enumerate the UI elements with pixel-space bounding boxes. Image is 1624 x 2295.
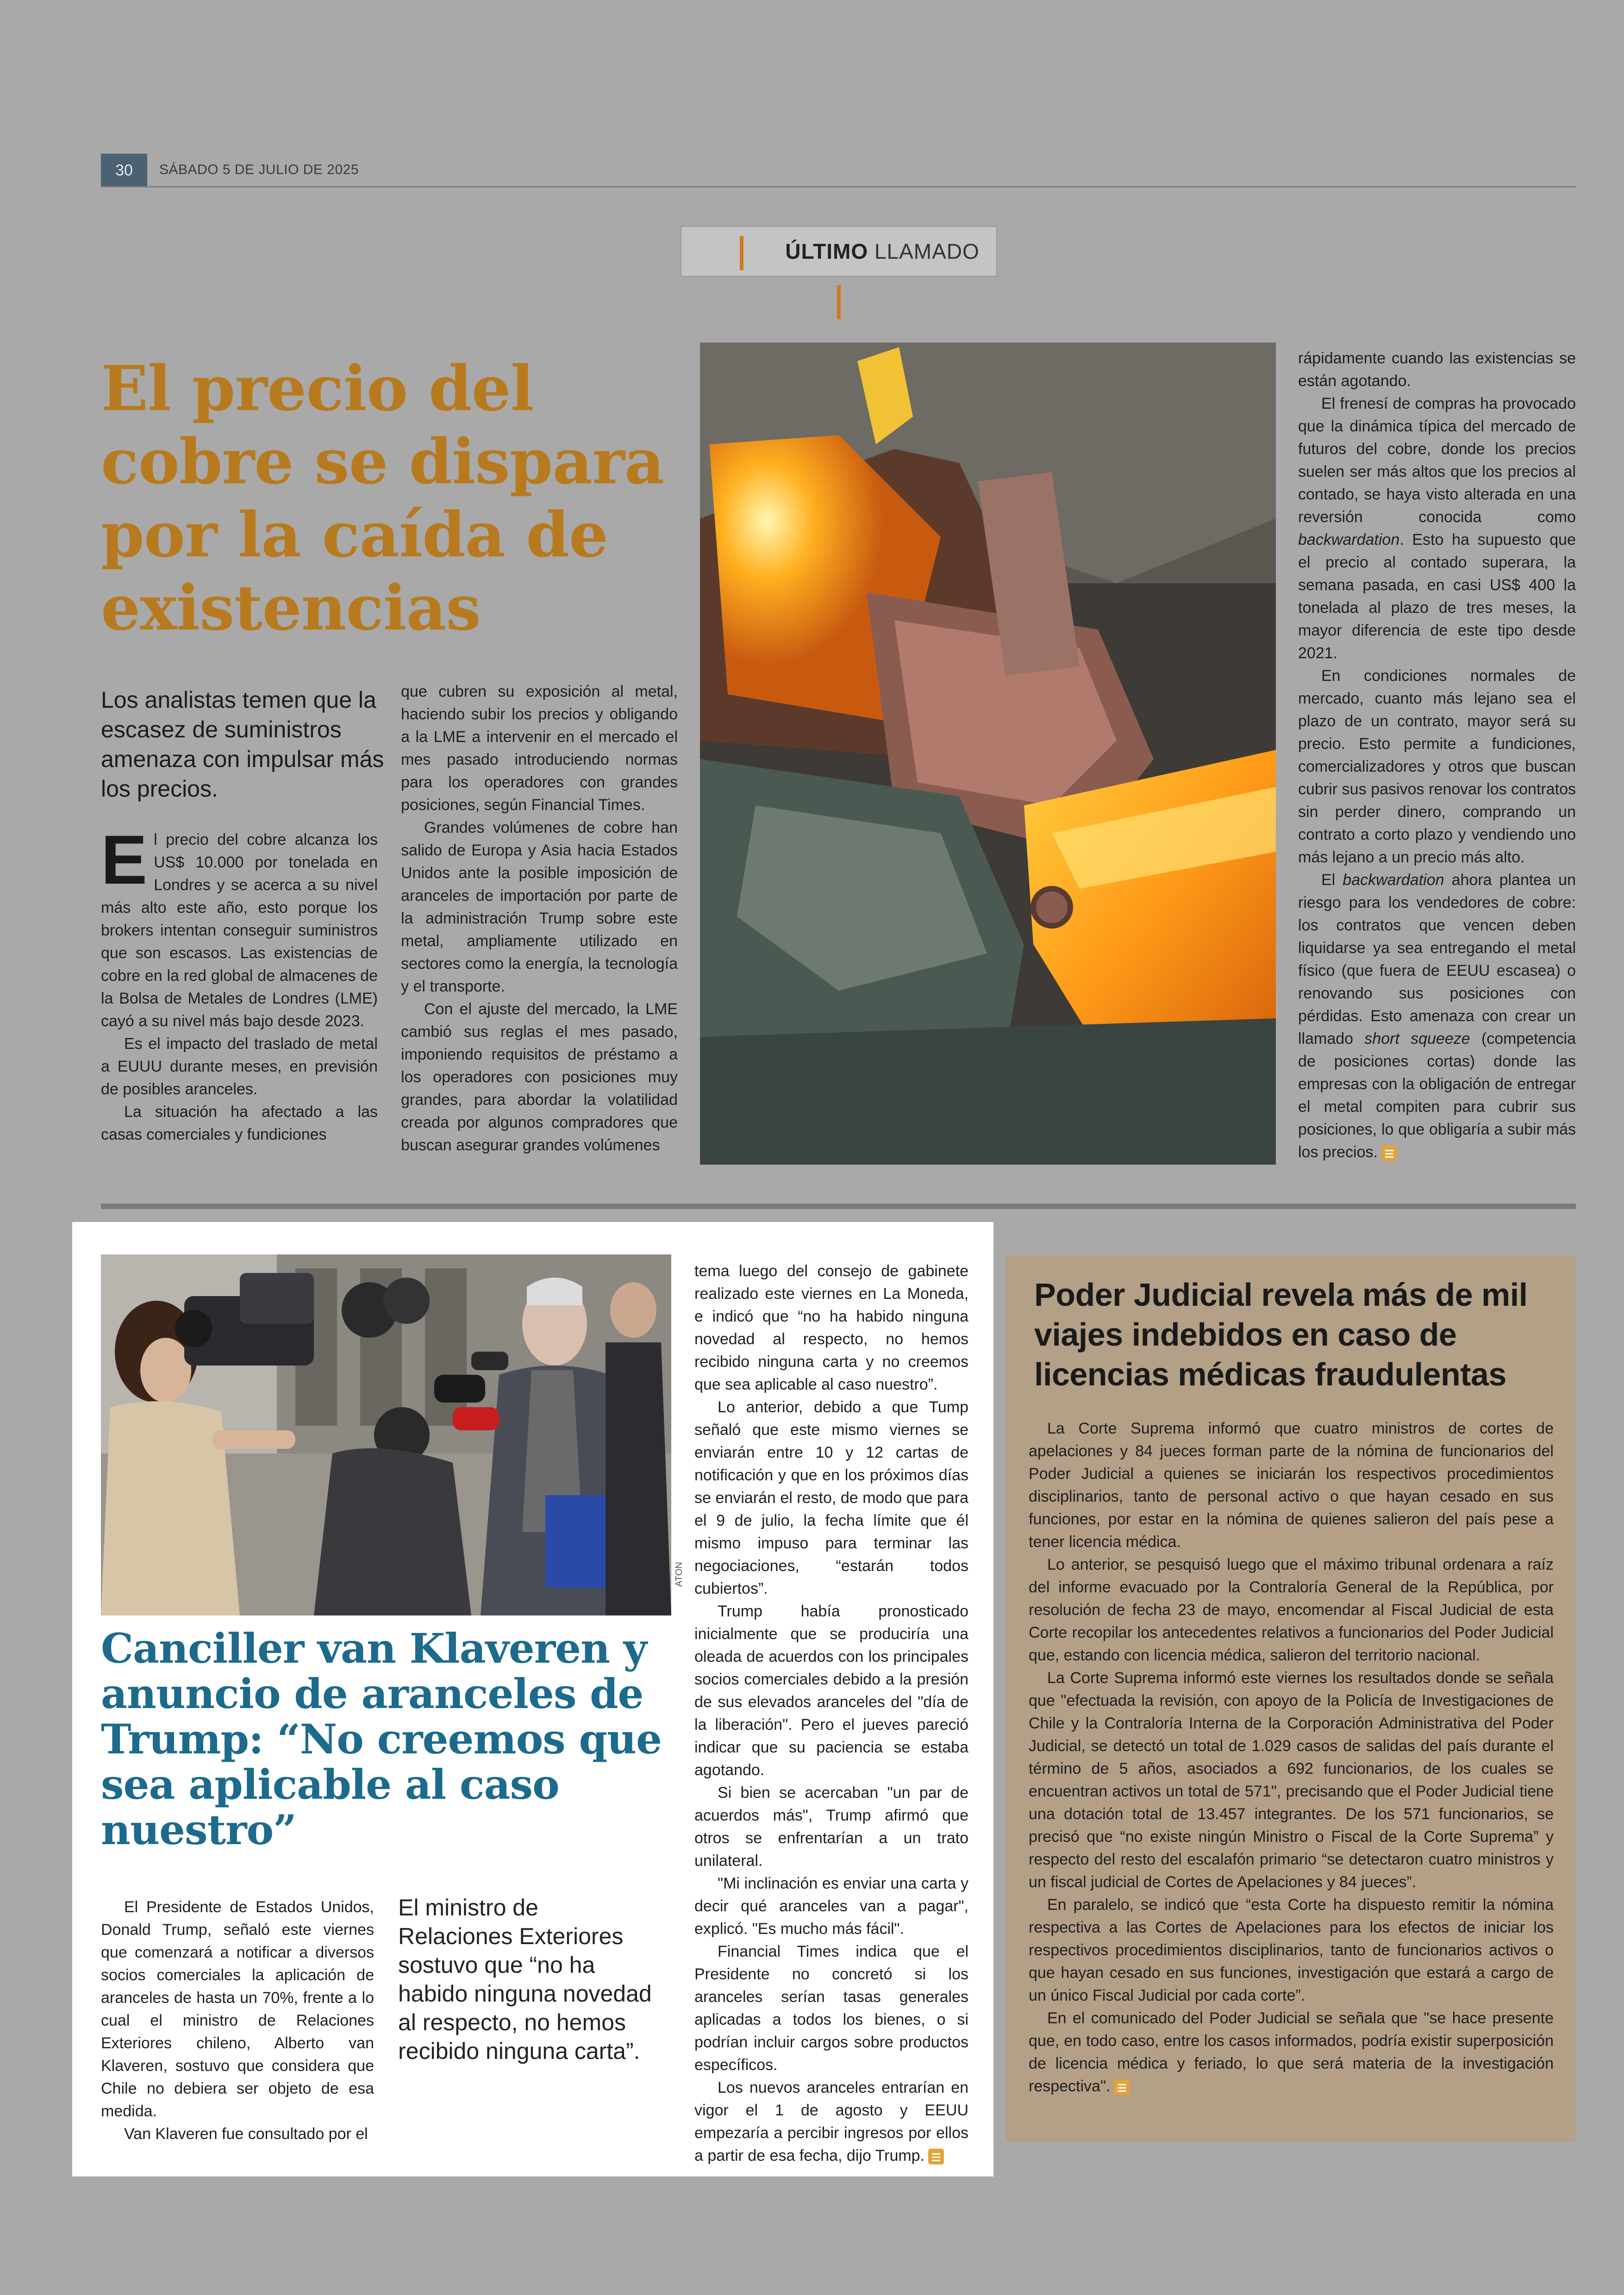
- copper-paragraph-text: . Esto ha supuesto que el precio al contado superara, la semana pasada, en casi US$ 400 la tonelada al plazo de tres meses, la mayor diferencia de este tipo desde 2021.: [1298, 531, 1576, 662]
- copper-paragraph: Con el ajuste del mercado, la LME cambió sus reglas el mes pasado, imponiendo requisitos de préstamo a los operadores con posiciones muy grandes, para abordar la volatilidad creada por algunos compradores que buscan asegurar grandes volúmenes: [401, 1000, 678, 1154]
- canciller-paragraph-text: Los nuevos aranceles entrarían en vigor el 1 de agosto y EEUU empezaría a percibir ingresos por ellos a partir de esa fecha, dijo Trump.: [694, 2079, 968, 2164]
- copper-paragraph-text: El: [1321, 871, 1343, 889]
- copper-paragraph-text: ahora plantea un riesgo para los vendedores de cobre: los contratos que vencen deben liquidarse ya sea entregando el metal físico (que fuera de EEUU escasea) o renovando sus posiciones con pérdidas. Esto amenaza con crear un llamado: [1298, 871, 1576, 1048]
- canciller-paragraph: El Presidente de Estados Unidos, Donald Trump, señaló este viernes que comenzará a notificar a diversos socios comerciales la aplicación de aranceles de hasta un 70%, frente a lo cual el ministro de Relaciones Exteriores chileno, Alberto van Klaveren, sostuvo que considera que Chile no debiera ser objeto de esa medida.: [101, 1898, 374, 2120]
- canciller-article-headline: Canciller van Klaveren y anuncio de aranceles de Trump: “No creemos que sea aplicable al caso nuestro”: [101, 1624, 662, 1854]
- copper-term: backwardation: [1298, 531, 1400, 549]
- section-tag: [681, 226, 997, 277]
- pull-quote: El ministro de Relaciones Exteriores sostuvo que “no ha habido ninguna novedad al respecto, no hemos recibido ninguna carta”.: [398, 1895, 652, 2064]
- judicial-article-body: [1029, 1417, 1554, 2098]
- section-tag-bar-right: [837, 285, 841, 319]
- press-scrum-illustration: [101, 1254, 671, 1615]
- copper-paragraph: Grandes volúmenes de cobre han salido de Europa y Asia hacia Estados Unidos ante la posible imposición de aranceles de importación por parte de la administración Trump sobre este metal, ampliamente utilizado en sectores como la energía, la tecnología y el transporte.: [401, 819, 678, 995]
- copper-term: backwardation: [1343, 871, 1444, 889]
- copper-paragraph: que cubren su exposición al metal, haciendo subir los precios y obligando a la LME a intervenir en el mercado el mes pasado introduciendo normas para los operadores con grandes posiciones, según Financial Times.: [401, 683, 678, 814]
- canciller-paragraph: "Mi inclinación es enviar una carta y decir qué aranceles van a pagar", explicó. "Es mucho más fácil".: [694, 1875, 968, 1938]
- canciller-paragraph: Lo anterior, debido a que Tump señaló que este mismo viernes se enviarán entre 10 y 12 cartas de notificación y que en los próximos días se enviarán el resto, de modo que para el 9 de julio, la fecha límite que él mismo impuso para terminar las negociaciones, “estarán todos cubiertos”.: [694, 1398, 968, 1597]
- section-tag-light: LLAMADO: [874, 239, 980, 263]
- judicial-paragraph: [1029, 2007, 1554, 2098]
- section-tag-bold: ÚLTIMO: [785, 239, 868, 263]
- canciller-paragraph: Financial Times indica que el Presidente no concretó si los aranceles serían tasas generales aplicadas a todos los bienes, o si podrían incluir cargos sobre productos específicos.: [694, 1943, 968, 2074]
- canciller-column-2: [694, 1260, 968, 2167]
- copper-paragraph: La situación ha afectado a las casas comerciales y fundiciones: [101, 1103, 378, 1143]
- end-of-article-icon: [1381, 1145, 1397, 1161]
- press-scrum-photo: [101, 1254, 671, 1615]
- copper-column-3: [1298, 347, 1576, 1164]
- copper-article-deck: Los analistas temen que la escasez de suministros amenaza con impulsar más los precios.: [101, 687, 384, 802]
- copper-paragraph-text: l precio del cobre alcanza los US$ 10.000 por tonelada en Londres y se acerca a su nivel más alto este año, esto porque los brokers intentan conseguir suministros que son escasos. Las existencias de cobre en la red global de almacenes de la Bolsa de Metales de Londres (LME) cayó a su nivel más bajo desde 2023.: [101, 831, 378, 1030]
- copper-article-headline: El precio del cobre se dispara por la caída de existencias: [101, 352, 664, 644]
- judicial-paragraph: Lo anterior, se pesquisó luego que el máximo tribunal ordenara a raíz del informe evacuado por la Contraloría General de la República, por resolución de fecha 23 de mayo, encomendar al Fiscal Judicial de esta Corte recopilar los antecedentes relativos a funcionarios del Poder Judicial que, estando con licencia médica, salieron del territorio nacional.: [1029, 1556, 1554, 1664]
- judicial-paragraph: La Corte Suprema informó este viernes los resultados donde se señala que "efectuada la revisión, con apoyo de la Policía de Investigaciones de Chile y la Contraloría Interna de la Corporación Administrativa del Poder Judicial, se detectó un total de 1.029 casos de salidas del país durante el término de 5 años, asociados a 692 funcionarios, de los cuales se encuentran activos un total de 571", precisando que el Poder Judicial tiene una dotación total de 13.457 integrantes. De los 571 funcionarios, se precisó que “no existe ningún Ministro o Fiscal de la Corte Suprema” y respecto del resto del escalafón primario “se detectaron cuatro ministros y un fiscal judicial de Cortes de Apelaciones y 84 jueces”.: [1029, 1669, 1554, 1891]
- molten-copper-illustration: [700, 343, 1276, 1165]
- canciller-paragraph: [694, 2077, 968, 2167]
- page-number: 30: [101, 154, 147, 187]
- judicial-paragraph: En paralelo, se indicó que “esta Corte ha dispuesto remitir la nómina respectiva a las Cortes de Apelaciones para los efectos de iniciar los respectivos procedimientos disciplinarios, tanto de funcionarios activos o que hayan cesado en sus funciones, investigación que estará a cargo de un único Fiscal Judicial por cada corte”.: [1029, 1896, 1554, 2004]
- section-tag-bar-left: [740, 236, 743, 270]
- copper-paragraph: [1298, 869, 1576, 1164]
- end-of-article-icon: [928, 2149, 944, 2164]
- copper-paragraph: En condiciones normales de mercado, cuanto más lejano sea el plazo de un contrato, mayor será su precio. Esto permite a fundiciones, comercializadores y otros que buscan cubrir sus pasivos renovar los contratos sin perder dinero, comprando un contrato a corto plazo y vendiendo uno más lejano a un precio más alto.: [1298, 667, 1576, 866]
- molten-copper-photo: [700, 343, 1276, 1165]
- copper-paragraph: Es el impacto del traslado de metal a EUUU durante meses, en previsión de posibles aranceles.: [101, 1035, 378, 1098]
- copper-paragraph: rápidamente cuando las existencias se están agotando.: [1298, 349, 1576, 390]
- judicial-article-headline: Poder Judicial revela más de mil viajes indebidos en caso de licencias médicas fraudulentas: [1034, 1277, 1528, 1392]
- canciller-paragraph: tema luego del consejo de gabinete realizado este viernes en La Moneda, e indicó que “no ha habido ninguna novedad al respecto, no hemos recibido ninguna carta y no creemos que sea aplicable al caso nuestro”.: [694, 1262, 968, 1393]
- copper-paragraph-text: (competencia de posiciones cortas) donde las empresas con la obligación de entregar el metal compiten para cubrir sus posiciones, lo que obligaría a subir más los precios.: [1298, 1030, 1576, 1161]
- header-divider: [101, 186, 1576, 187]
- end-of-article-icon: [1114, 2079, 1130, 2095]
- copper-paragraph: [101, 821, 378, 1033]
- copper-column-1: [101, 821, 378, 1146]
- photo-credit: ATON: [674, 1562, 684, 1587]
- issue-date: SÁBADO 5 DE JULIO DE 2025: [159, 162, 359, 177]
- judicial-paragraph-text: En el comunicado del Poder Judicial se señala que "se hace presente que, en todo caso, entre los casos informados, podría existir superposición de licencia médica y feriado, lo que será materia de la investigación respectiva".: [1029, 2009, 1554, 2095]
- canciller-paragraph: Van Klaveren fue consultado por el: [124, 2125, 368, 2143]
- copper-paragraph: [1298, 393, 1576, 665]
- judicial-paragraph: La Corte Suprema informó que cuatro ministros de cortes de apelaciones y 84 jueces forman parte de la nómina de funcionarios del Poder Judicial a quienes se iniciarán los respectivos procedimientos disciplinarios, tanto de personal activo o que hayan cesado en sus funciones, por estar en la nómina de quienes salieron del país pese a tener licencia médica.: [1029, 1420, 1554, 1551]
- canciller-paragraph: Trump había pronosticado inicialmente que se produciría una oleada de acuerdos con los principales socios comerciales debido a la presión de sus elevados aranceles del "día de la liberación". Pero el jueves pareció indicar que su paciencia se estaba agotando.: [694, 1603, 968, 1779]
- drop-cap: E: [101, 821, 148, 898]
- copper-term: short squeeze: [1364, 1030, 1470, 1048]
- copper-column-2: [401, 680, 678, 1157]
- canciller-paragraph: Si bien se acercaban "un par de acuerdos más", Trump afirmó que otros se enfrentarían a un trato unilateral.: [694, 1784, 968, 1870]
- copper-paragraph-text: El frenesí de compras ha provocado que la dinámica típica del mercado de futuros del cobre, donde los precios suelen ser más altos que los precios al contado, se haya visto alterada en una reversión conocida como: [1298, 395, 1576, 526]
- canciller-column-1: [101, 1896, 374, 2145]
- section-divider: [101, 1204, 1576, 1209]
